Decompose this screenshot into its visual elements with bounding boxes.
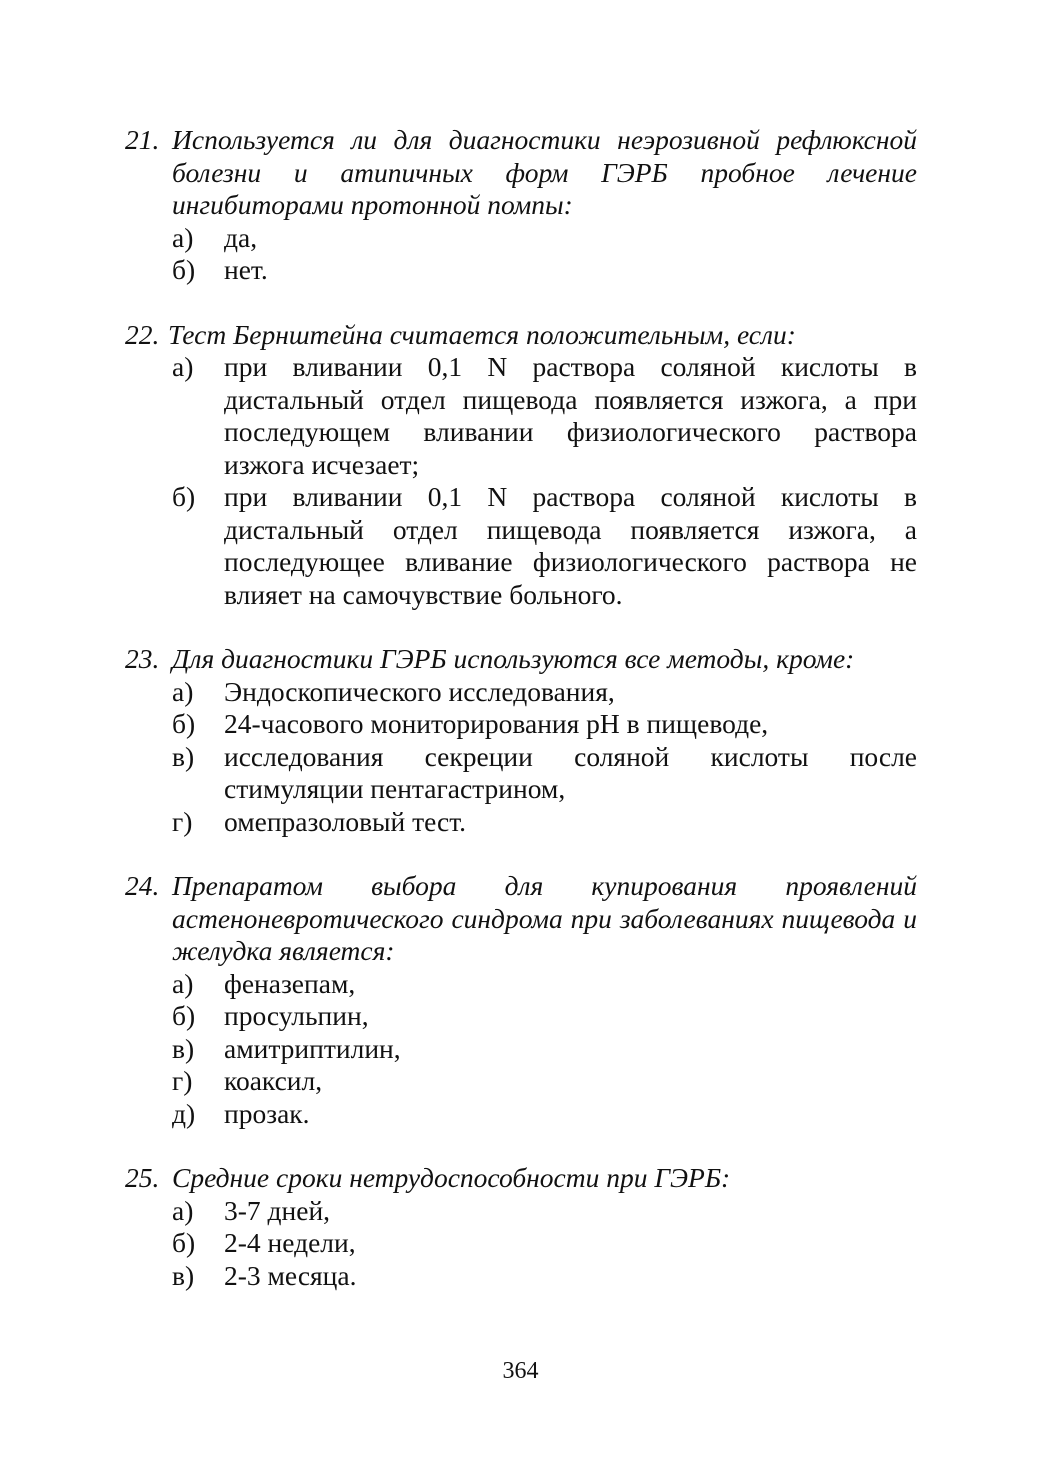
option-text: исследования секреции соляной кислоты после стимуляции пентагастрином, [224,740,917,804]
option-text: прозак. [224,1097,310,1129]
question-heading [125,1162,917,1195]
option-letter: в) [172,1032,195,1064]
answer-option-b [172,481,917,611]
option-letter: в) [172,1259,195,1291]
page-number: 364 [502,1358,539,1384]
option-letter: а) [172,967,194,999]
option-letter: д) [172,1097,196,1129]
answer-option-b [172,1227,917,1260]
question-25 [125,1162,917,1292]
question-text: Используется ли для диагностики неэрозивной рефлюксной болезни и атипичных форм ГЭРБ пробное лечение ингибиторами протонной помпы: [172,124,917,220]
option-letter: в) [172,740,195,772]
answer-option-c [172,1033,917,1066]
option-letter: а) [172,221,194,253]
answer-option-d [172,806,917,839]
answer-option-b [172,1000,917,1033]
question-number: 25. [125,1162,160,1193]
answer-option-a [172,351,917,481]
option-letter: б) [172,254,196,285]
option-letter: а) [172,351,194,382]
answer-option-e [172,1098,917,1131]
question-heading [125,643,917,676]
question-number: 22. [125,318,160,350]
option-text: коаксил, [224,1065,323,1096]
answer-option-c [172,1260,917,1293]
answer-option-a [172,222,917,255]
question-heading [125,124,917,222]
option-text: феназепам, [224,967,356,999]
answer-options [125,676,917,839]
option-text: просульпин, [224,1000,369,1031]
answer-option-b [172,708,917,741]
question-text: Тест Бернштейна считается положительным, если: [168,318,796,350]
option-text: омепразоловый тест. [224,805,467,837]
answer-option-b [172,254,917,287]
option-text: 2-3 месяца. [224,1259,357,1291]
option-letter: б) [172,708,196,739]
answer-options [125,1195,917,1293]
option-text: амитриптилин, [224,1032,401,1064]
question-list [125,124,917,1324]
question-number: 23. [125,643,160,674]
option-text: при вливании 0,1 N раствора соляной кислоты в дистальный отдел пищевода появляется изжога, а последующее вливание физиологического раствора не влияет на самочувствие больного. [224,481,917,610]
option-letter: б) [172,1000,196,1031]
answer-option-d [172,1065,917,1098]
question-heading [125,319,917,352]
question-number: 21. [125,124,160,155]
answer-option-a [172,968,917,1001]
question-text: Средние сроки нетрудоспособности при ГЭРБ: [172,1162,731,1193]
question-23 [125,643,917,838]
option-text: да, [224,221,258,253]
question-22 [125,319,917,612]
answer-option-c [172,741,917,806]
answer-options [125,351,917,611]
question-number: 24. [125,870,160,901]
option-letter: б) [172,481,196,512]
option-text: 3-7 дней, [224,1194,331,1226]
option-text: нет. [224,254,268,285]
option-text: 2-4 недели, [224,1227,356,1258]
answer-options [125,222,917,287]
option-letter: г) [172,1065,193,1096]
option-letter: а) [172,1194,194,1226]
question-text: Препаратом выбора для купирования проявлений астеноневротического синдрома при заболеваниях пищевода и желудка является: [172,870,917,966]
option-letter: б) [172,1227,196,1258]
option-text: Эндоскопического исследования, [224,675,615,707]
option-text: при вливании 0,1 N раствора соляной кислоты в дистальный отдел пищевода появляется изжога, а при последующем вливании физиологического раствора изжога исчезает; [224,351,917,480]
option-letter: г) [172,805,193,837]
answer-option-a [172,1195,917,1228]
answer-option-a [172,676,917,709]
option-text: 24-часового мониторирования pH в пищеводе, [224,708,769,739]
question-text: Для диагностики ГЭРБ используются все методы, кроме: [172,643,855,674]
answer-options [125,968,917,1131]
question-heading [125,870,917,968]
option-letter: а) [172,675,194,707]
question-21 [125,124,917,287]
question-24 [125,870,917,1130]
